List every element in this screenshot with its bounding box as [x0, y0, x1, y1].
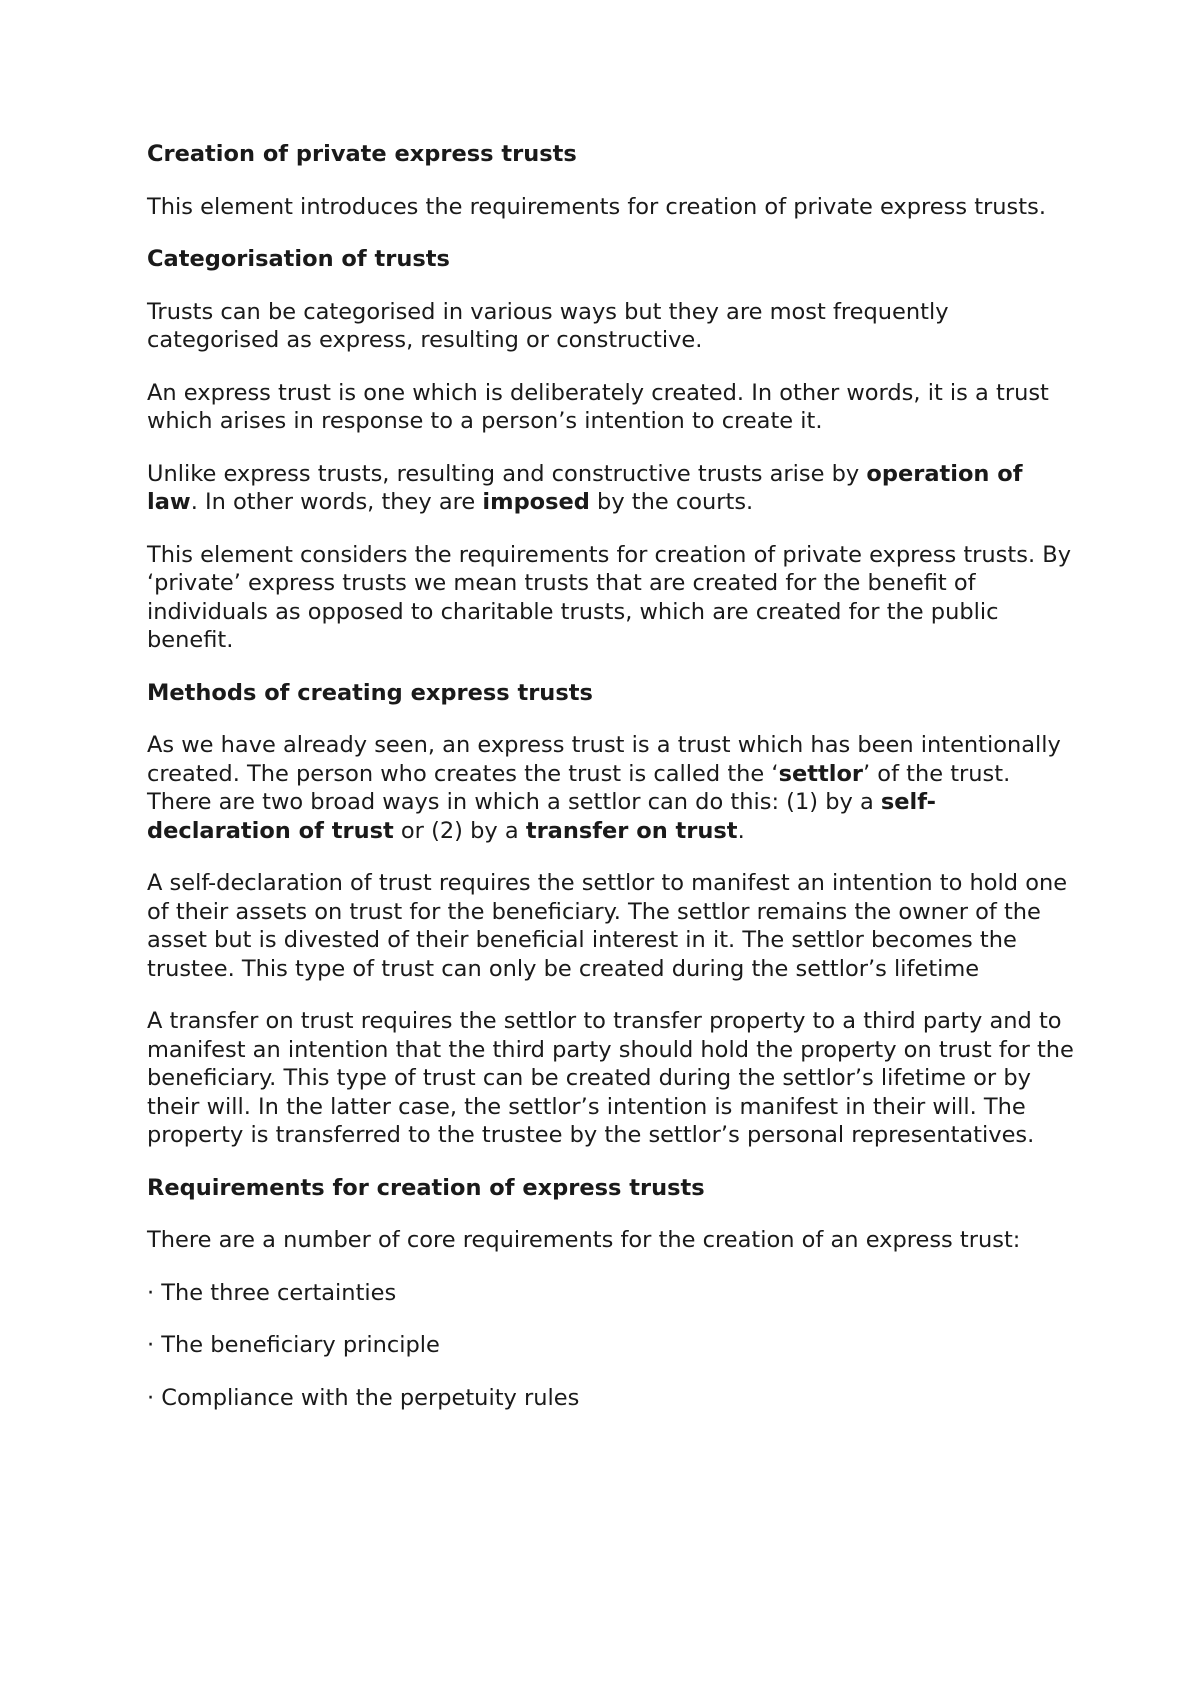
categorisation-heading: Categorisation of trusts — [147, 246, 450, 272]
bold-term-settlor: settlor — [778, 760, 863, 787]
methods-paragraph-2: A self-declaration of trust requires the settlor to manifest an intention to hold one of their assets on trust for the beneficiary. The settlor remains the owner of the asset but is divested of their beneficial interest in it. The settlor becomes the trustee. This type of trust can only be created during the settlor’s lifetime — [147, 870, 1068, 982]
text-run: or (2) by a — [393, 817, 526, 844]
categorisation-paragraph-1: Trusts can be categorised in various ways but they are most frequently categorised as express, resulting or constructive. — [147, 298, 949, 353]
document-title: Creation of private express trusts — [147, 141, 577, 167]
categorisation-paragraph-2: An express trust is one which is deliberately created. In other words, it is a trust which arises in response to a person’s intention to create it. — [147, 379, 1049, 434]
text-run: by the courts. — [589, 489, 754, 515]
bold-term-operation-of-law: operation of law — [147, 460, 1023, 515]
bold-term-self-declaration: self-declaration of trust — [147, 789, 936, 844]
text-run: . In other words, they are — [190, 489, 483, 515]
document-page — [147, 140, 1077, 1436]
categorisation-paragraph-4: This element considers the requirements for creation of private express trusts. By ‘private’ express trusts we mean trusts that are created for the benefit of individuals as opposed to charitable trusts, which are created for the public benefit. — [147, 541, 1072, 653]
bold-term-imposed: imposed — [482, 489, 590, 515]
methods-heading: Methods of creating express trusts — [147, 679, 593, 706]
text-run: Unlike express trusts, resulting and constructive trusts arise by — [147, 460, 867, 487]
requirements-paragraph-1: There are a number of core requirements for the creation of an express trust: — [147, 1227, 1021, 1253]
methods-paragraph-1 — [147, 731, 1077, 845]
text-run: . — [737, 817, 745, 844]
requirements-heading: Requirements for creation of express trusts — [147, 1174, 705, 1201]
text-run: ’ of the trust. There are two broad ways in which a settlor can do this: (1) by a — [147, 760, 1011, 815]
intro-paragraph: This element introduces the requirements for creation of private express trusts. — [147, 193, 1046, 220]
categorisation-paragraph-3 — [147, 460, 1077, 517]
text-run: As we have already seen, an express trust is a trust which has been intentionally created. The person who creates the trust is called the ‘ — [147, 732, 1061, 787]
list-item: · The beneficiary principle — [147, 1332, 440, 1358]
bold-term-transfer-on-trust: transfer on trust — [525, 817, 738, 844]
list-item: · Compliance with the perpetuity rules — [147, 1384, 580, 1411]
list-item: · The three certainties — [147, 1279, 397, 1306]
methods-paragraph-3: A transfer on trust requires the settlor to transfer property to a third party and to manifest an intention that the third party should hold the property on trust for the beneficiary. This type of trust can be created during the settlor’s lifetime or by their will. In the latter case, the settlor’s intention is manifest in their will. The property is transferred to the trustee by the settlor’s personal representatives. — [147, 1008, 1074, 1148]
